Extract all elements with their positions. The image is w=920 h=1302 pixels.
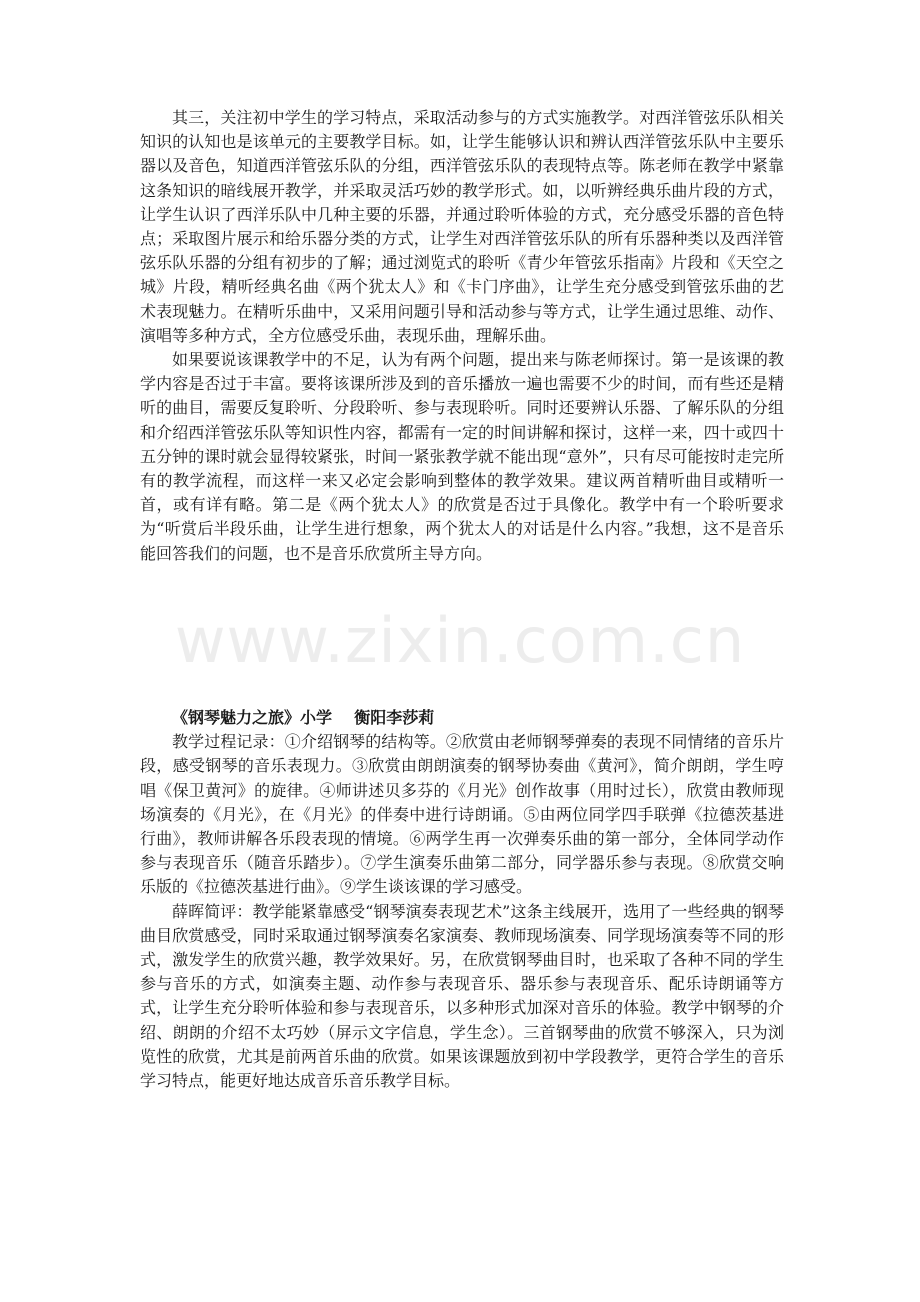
review-section-piano — [140, 706, 784, 1093]
paragraph-learning-characteristics: 其三，关注初中学生的学习特点，采取活动参与的方式实施教学。对西洋管弦乐队相关知识的认知也是该单元的主要教学目标。如，让学生能够认识和辨认西洋管弦乐队中主要乐器以及音色，知道西洋管弦乐队的分组，西洋管弦乐队的表现特点等。陈老师在教学中紧靠这条知识的暗线展开教学，并采取灵活巧妙的教学形式。如，以听辨经典乐曲片段的方式，让学生认识了西洋乐队中几种主要的乐器，并通过聆听体验的方式，充分感受乐器的音色特点；采取图片展示和给乐器分类的方式，让学生对西洋管弦乐队的所有乐器种类以及西洋管弦乐队乐器的分组有初步的了解；通过浏览式的聆听《青少年管弦乐指南》片段和《天空之城》片段，精听经典名曲《两个犹太人》和《卡门序曲》，让学生充分感受到管弦乐曲的艺术表现魅力。在精听乐曲中，又采用问题引导和活动参与等方式，让学生通过思维、动作、演唱等多种方式，全方位感受乐曲，表现乐曲，理解乐曲。 — [140, 108, 784, 345]
paragraph-teaching-process: 教学过程记录：①介绍钢琴的结构等。②欣赏由老师钢琴弹奏的表现不同情绪的音乐片段，感受钢琴的音乐表现力。③欣赏由朗朗演奏的钢琴协奏曲《黄河》，简介朗朗，学生哼唱《保卫黄河》的旋律。④师讲述贝多芬的《月光》创作故事（用时过长），欣赏由教师现场演奏的《月光》，在《月光》的伴奏中进行诗朗诵。⑤由两位同学四手联弹《拉德茨基进行曲》，教师讲解各乐段表现的情境。⑥两学生再一次弹奏乐曲的第一部分，全体同学动作参与表现音乐（随音乐踏步）。⑦学生演奏乐曲第二部分，同学器乐参与表现。⑧欣赏交响乐版的《拉德茨基进行曲》。⑨学生谈该课的学习感受。 — [140, 732, 784, 897]
paragraph-brief-review: 薛晖简评：教学能紧靠感受“钢琴演奏表现艺术”这条主线展开，选用了一些经典的钢琴曲目欣赏感受，同时采取通过钢琴演奏名家演奏、教师现场演奏、同学现场演奏等不同的形式，激发学生的欣赏兴趣，教学效果好。另，在欣赏钢琴曲目时，也采取了各种不同的学生参与音乐的方式，如演奏主题、动作参与表现音乐、器乐参与表现音乐、配乐诗朗诵等方式，让学生充分聆听体验和参与表现音乐，以多种形式加深对音乐的体验。教学中钢琴的介绍、朗朗的介绍不太巧妙（屏示文字信息，学生念）。三首钢琴曲的欣赏不够深入，只为浏览性的欣赏，尤其是前两首乐曲的欣赏。如果该课题放到初中学段教学，更符合学生的音乐学习特点，能更好地达成音乐音乐教学目标。 — [140, 901, 784, 1091]
lesson-heading: 《钢琴魅力之旅》小学 衡阳李莎莉 — [172, 708, 435, 727]
review-section-orchestra — [140, 106, 784, 566]
watermark: www.zixin.com.cn — [174, 604, 746, 677]
paragraph-shortcomings: 如果要说该课教学中的不足，认为有两个问题，提出来与陈老师探讨。第一是该课的教学内容是否过于丰富。要将该课所涉及到的音乐播放一遍也需要不少的时间，而有些还是精听的曲目，需要反复聆听、分段聆听、参与表现聆听。同时还要辨认乐器、了解乐队的分组和介绍西洋管弦乐队等知识性内容，都需有一定的时间讲解和探讨，这样一来，四十或四十五分钟的课时就会显得较紧张，时间一紧张教学就不能出现“意外”，只有尽可能按时走完所有的教学流程，而这样一来又必定会影响到整体的教学效果。建议两首精听曲目或精听一首，或有详有略。第二是《两个犹太人》的欣赏是否过于具像化。教学中有一个聆听要求为“听赏后半段乐曲，让学生进行想象，两个犹太人的对话是什么内容。”我想，这不是音乐能回答我们的问题，也不是音乐欣赏所主导方向。 — [140, 350, 784, 563]
